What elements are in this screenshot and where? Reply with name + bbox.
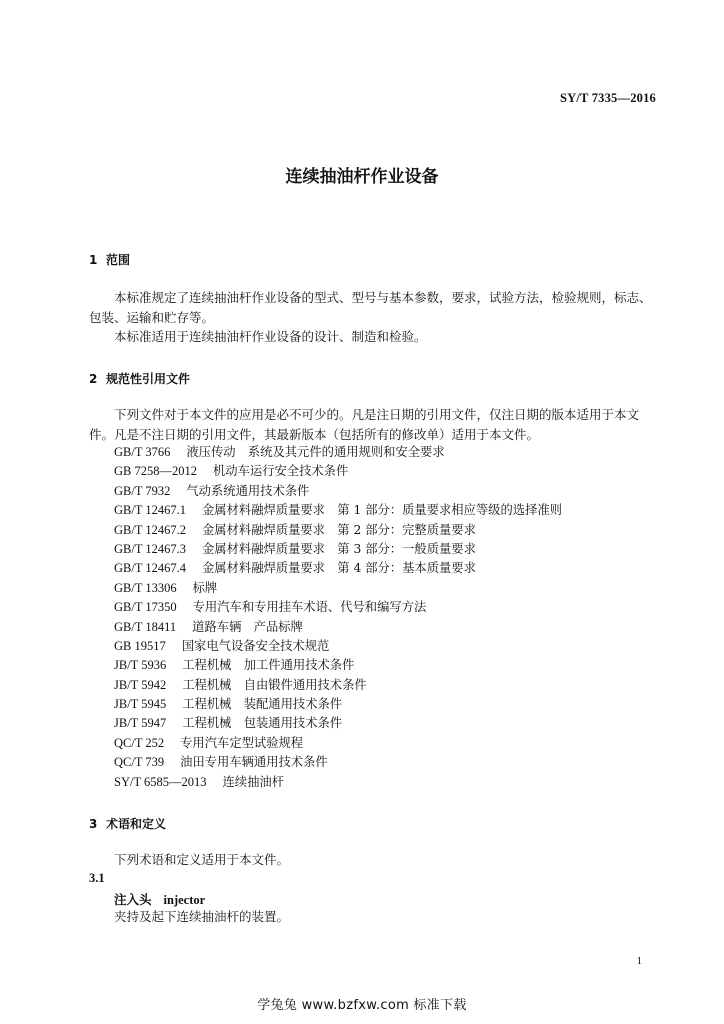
reference-title: 连续抽油杆 [222,774,284,789]
reference-code: GB/T 12467.3 [114,541,186,556]
reference-item [114,559,562,578]
reference-item [114,618,562,637]
reference-code: JB/T 5947 [114,716,167,731]
reference-code: GB/T 18411 [114,619,177,634]
term-heading [114,890,205,908]
reference-code: JB/T 5936 [114,658,167,673]
reference-code: GB/T 12467.1 [114,503,186,518]
scope-applicability: 本标准适用于连续抽油杆作业设备的设计、制造和检验。 [114,329,427,344]
download-footer: 学兔兔 www.bzfxw.com 标准下载 [257,998,467,1013]
reference-item [114,695,562,714]
reference-code: GB 7258—2012 [114,464,197,479]
reference-item [114,521,562,540]
reference-item [114,462,562,481]
reference-title: 金属材料融焊质量要求 第 1 部分：质量要求相应等级的选择准则 [202,503,562,518]
term-english: injector [163,893,206,907]
reference-code: QC/T 252 [114,735,165,750]
reference-code: SY/T 6585—2013 [114,774,207,789]
section-number: 1 [89,253,98,267]
reference-title: 金属材料融焊质量要求 第 4 部分：基本质量要求 [202,561,476,576]
section-title: 规范性引用文件 [106,372,191,386]
reference-code: GB/T 3766 [114,445,171,459]
page-number: 1 [636,955,642,967]
reference-code: GB/T 7932 [114,483,171,498]
section-2-heading [89,370,190,387]
reference-item [114,482,562,501]
reference-title: 机动车运行安全技术条件 [213,464,349,479]
section-title: 范围 [106,253,131,267]
section-number: 2 [89,372,98,386]
reference-code: GB/T 17350 [114,600,177,615]
scope-paragraph: 本标准规定了连续抽油杆作业设备的型式、型号与基本参数，要求，试验方法，检验规则，标志、包装、运输和贮存等。 [89,290,652,325]
reference-item [114,540,562,559]
reference-item [114,676,562,695]
reference-code: QC/T 739 [114,755,165,770]
reference-item [114,501,562,520]
normative-refs-intro: 下列文件对于本文件的应用是必不可少的。凡是注日期的引用文件，仅注日期的版本适用于本文件。凡是不注日期的引用文件，其最新版本（包括所有的修改单）适用于本文件。 [89,407,640,442]
reference-code: GB/T 12467.4 [114,561,186,576]
reference-code: GB/T 12467.2 [114,522,186,537]
reference-title: 工程机械 包装通用技术条件 [182,716,343,731]
reference-item [114,579,562,598]
reference-title: 专用汽车定型试验规程 [180,735,304,750]
section-number: 3 [89,817,98,831]
reference-title: 金属材料融焊质量要求 第 3 部分：一般质量要求 [202,541,476,556]
reference-title: 液压传动 系统及其元件的通用规则和安全要求 [186,445,445,459]
terms-intro: 下列术语和定义适用于本文件。 [114,852,290,867]
section-3-heading [89,815,166,832]
term-chinese: 注入头 [114,892,152,907]
reference-title: 气动系统通用技术条件 [186,483,310,498]
reference-item [114,714,562,733]
reference-code: JB/T 5942 [114,677,167,692]
term-number: 3.1 [89,871,105,885]
term-definition: 夹持及起下连续抽油杆的装置。 [114,909,290,924]
reference-title: 油田专用车辆通用技术条件 [180,755,328,770]
reference-title: 金属材料融焊质量要求 第 2 部分：完整质量要求 [202,522,476,537]
reference-list [114,443,562,792]
document-title: 连续抽油杆作业设备 [285,167,439,187]
reference-code: GB 19517 [114,638,166,653]
section-1-heading [89,251,130,268]
reference-code: GB/T 13306 [114,580,177,595]
standard-code: SY/T 7335—2016 [560,91,656,105]
reference-item [114,773,562,792]
reference-code: JB/T 5945 [114,697,167,712]
reference-item [114,443,562,462]
reference-item [114,734,562,753]
reference-title: 工程机械 装配通用技术条件 [182,697,343,712]
reference-title: 标牌 [192,580,218,595]
reference-title: 国家电气设备安全技术规范 [181,638,330,653]
section-title: 术语和定义 [106,817,167,831]
reference-item [114,656,562,675]
reference-title: 专用汽车和专用挂车术语、代号和编写方法 [192,600,427,615]
reference-title: 工程机械 加工件通用技术条件 [182,658,355,673]
reference-title: 道路车辆 产品标牌 [192,619,303,634]
reference-item [114,598,562,617]
reference-item [114,637,562,656]
reference-item [114,753,562,772]
reference-title: 工程机械 自由锻件通用技术条件 [182,677,367,692]
